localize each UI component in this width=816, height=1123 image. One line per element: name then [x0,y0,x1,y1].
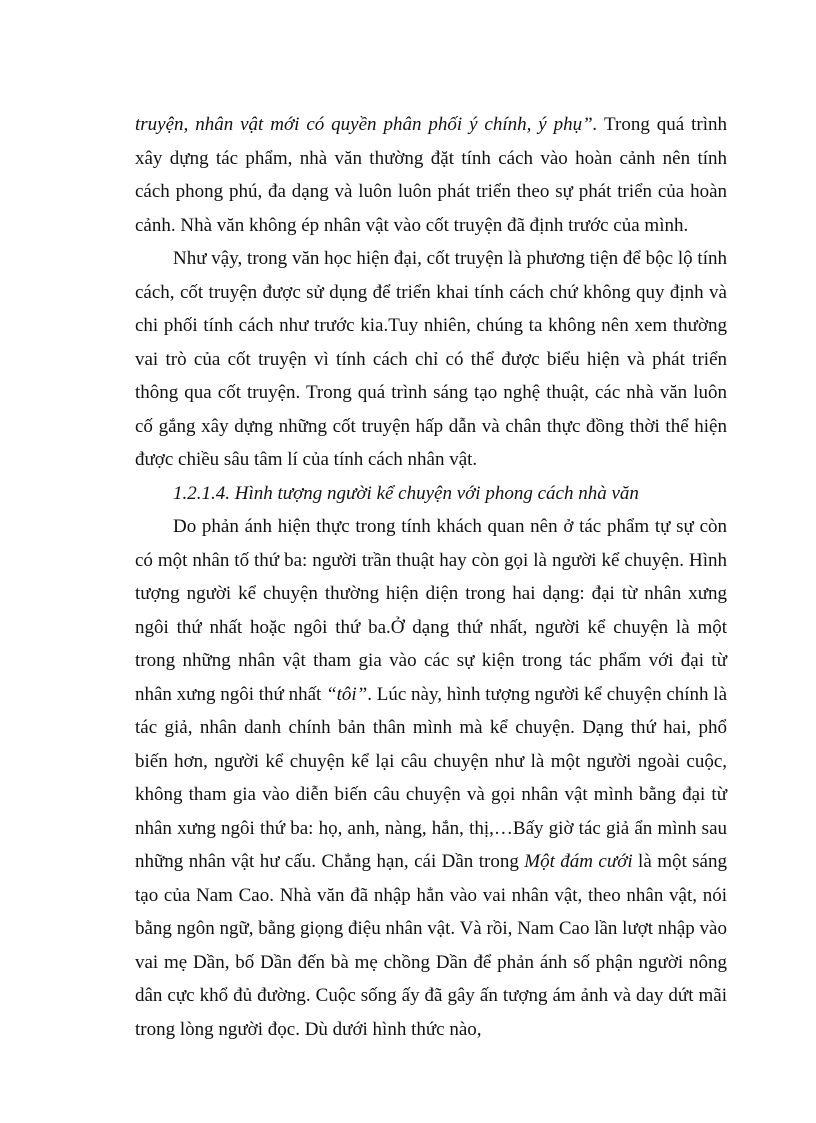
section-heading: 1.2.1.4. Hình tượng người kể chuyện với phong cách nhà văn [173,482,639,504]
paragraph-text: Như vậy, trong văn học hiện đại, cốt truyện là phương tiện để bộc lộ tính cách, cốt truyện được sử dụng để triển khai tính cách chứ không quy định và chi phối tính cách như trước kia.Tuy nhiên, chúng ta không nên xem thường vai trò của cốt truyện vì tính cách chỉ có thể được biểu hiện và phát triển thông qua cốt truyện. Trong quá trình sáng tạo nghệ thuật, các nhà văn luôn cố gắng xây dựng những cốt truyện hấp dẫn và chân thực đồng thời thể hiện được chiều sâu tâm lí của tính cách nhân vật. [135,248,727,470]
italic-quote: truyện, nhân vật mới có quyền phân phối ý chính, ý phụ”. [135,114,598,135]
paragraph-3 [135,510,727,1046]
paragraph-2 [135,242,727,477]
paragraph-text: Trong quá trình xây dựng tác phẩm, nhà văn thường đặt tính cách vào hoàn cảnh nên tính cách phong phú, đa dạng và luôn luôn phát triển theo sự phát triển của hoàn cảnh. Nhà văn không ép nhân vật vào cốt truyện đã định trước của mình. [135,114,727,236]
paragraph-text: là một sáng tạo của Nam Cao. Nhà văn đã nhập hẳn vào vai nhân vật, theo nhân vật, nói bằng ngôn ngữ, bằng giọng điệu nhân vật. Và rồi, Nam Cao lần lượt nhập vào vai mẹ Dần, bố Dần đến bà mẹ chồng Dần để phản ánh số phận người nông dân cực khổ đủ đường. Cuộc sống ấy đã gây ấn tượng ám ảnh và day dứt mãi trong lòng người đọc. Dù dưới hình thức nào, [135,851,727,1040]
paragraph-text: Do phản ánh hiện thực trong tính khách quan nên ở tác phẩm tự sự còn có một nhân tố thứ ba: người trần thuật hay còn gọi là người kể chuyện. Hình tượng người kể chuyện thường hiện diện trong hai dạng: đại từ nhân xưng ngôi thứ nhất hoặc ngôi thứ ba.Ở dạng thứ nhất, người kể chuyện là một trong những nhân vật tham gia vào các sự kiện trong tác phẩm với đại từ nhân xưng ngôi thứ nhất [135,516,727,705]
italic-pronoun: “tôi” [326,683,368,705]
paragraph-1 [135,108,727,242]
document-page [135,108,727,1046]
paragraph-text: . Lúc này, hình tượng người kể chuyện chính là tác giả, nhân danh chính bản thân mình mà kể chuyện. Dạng thứ hai, phổ biến hơn, người kể chuyện kể lại câu chuyện như là một người ngoài cuộc, không tham gia vào diễn biến câu chuyện và gọi nhân vật mình bằng đại từ nhân xưng ngôi thứ ba: họ, anh, nàng, hắn, thị,…Bấy giờ tác giả ẩn mình sau những nhân vật hư cấu. Chẳng hạn, cái Dần trong [135,683,728,872]
italic-work-title: Một đám cưới [524,851,633,872]
